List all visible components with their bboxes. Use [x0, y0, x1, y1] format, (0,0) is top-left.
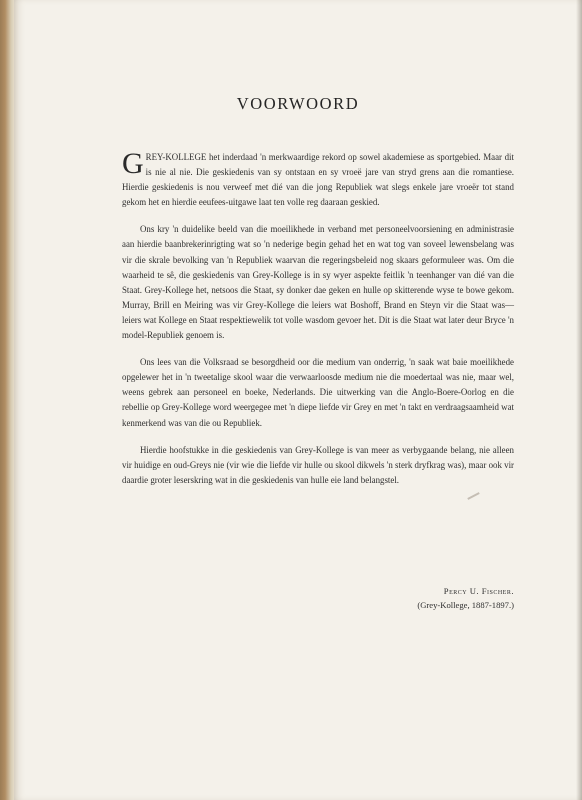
foreword-body — [122, 147, 514, 500]
drop-cap: G — [122, 147, 144, 180]
paragraph-3: Ons lees van die Volksraad se besorgdheid oor die medium van onderrig, 'n saak wat baie moeilikhede opgelewer het in 'n tweetalige skool waar die verwaarloosde medium nie die moedertaal was nie, maar wel, weens gebrek aan personeel en boeke, Nederlands. Die uitwerking van die Anglo-Boere-Oorlog en die rebellie op Grey-Kollege word weergegee met 'n diepe liefde vir Grey en met 'n takt en verdraagsaamheid wat kenmerkend was van die ou Republiek. — [122, 357, 514, 428]
signature-block — [374, 584, 514, 612]
paragraph-1 — [122, 147, 514, 210]
signature-name: Percy U. Fischer. — [443, 586, 514, 596]
book-page — [14, 0, 582, 800]
signature-affiliation: (Grey-Kollege, 1887-1897.) — [417, 600, 514, 610]
page-heading: VOORWOORD — [236, 94, 360, 113]
paragraph-1-text: REY-KOLLEGE het inderdaad 'n merkwaardige rekord op sowel akademiese as sportgebied. Maar dit is nie al nie. Die geskiedenis van sy ontstaan en sy vroeë jare van stryd grens aan die romantiese. Hierdie geskiedenis is nou verweef met dié van die jong Republiek wat slegs enkele jare vroeër tot stand gekom het en hierdie eeufees-uitgawe laat ten volle reg daaraan geskied. — [122, 152, 514, 208]
paragraph-2: Ons kry 'n duidelike beeld van die moeilikhede in verband met personeelvoorsiening en administrasie aan hierdie baanbrekerinrigting wat so 'n nederige begin gehad het en wat tog van soveel lewensbelang was vir die skrale bevolking van 'n Republiek waarvan die regeringsbeleid nog skaars geformuleer was. Om die waarheid te sê, die geskiedenis van Grey-Kollege is in sy wyer aspekte feitlik 'n teenhanger van dié van die Staat. Grey-Kollege het, netsoos die Staat, sy donker dae geken en hulle op skitterende wyse te bowe gekom. Murray, Brill en Meiring was vir Grey-Kollege die leiers wat Boshoff, Brand en Steyn vir die Staat was—leiers wat Kollege en Staat respektiewelik tot volle wasdom gevoer het. Dit is die Staat wat later deur Bryce 'n model-Republiek genoem is. — [122, 224, 514, 341]
paragraph-4: Hierdie hoofstukke in die geskiedenis van Grey-Kollege is van meer as verbygaande belang, nie alleen vir huidige en oud-Greys nie (vir wie die liefde vir hulle ou skool dikwels 'n sterk dryfkrag was), maar ook vir daardie groter leserskring wat in die geskiedenis van hulle eie land belangstel. — [122, 444, 514, 485]
